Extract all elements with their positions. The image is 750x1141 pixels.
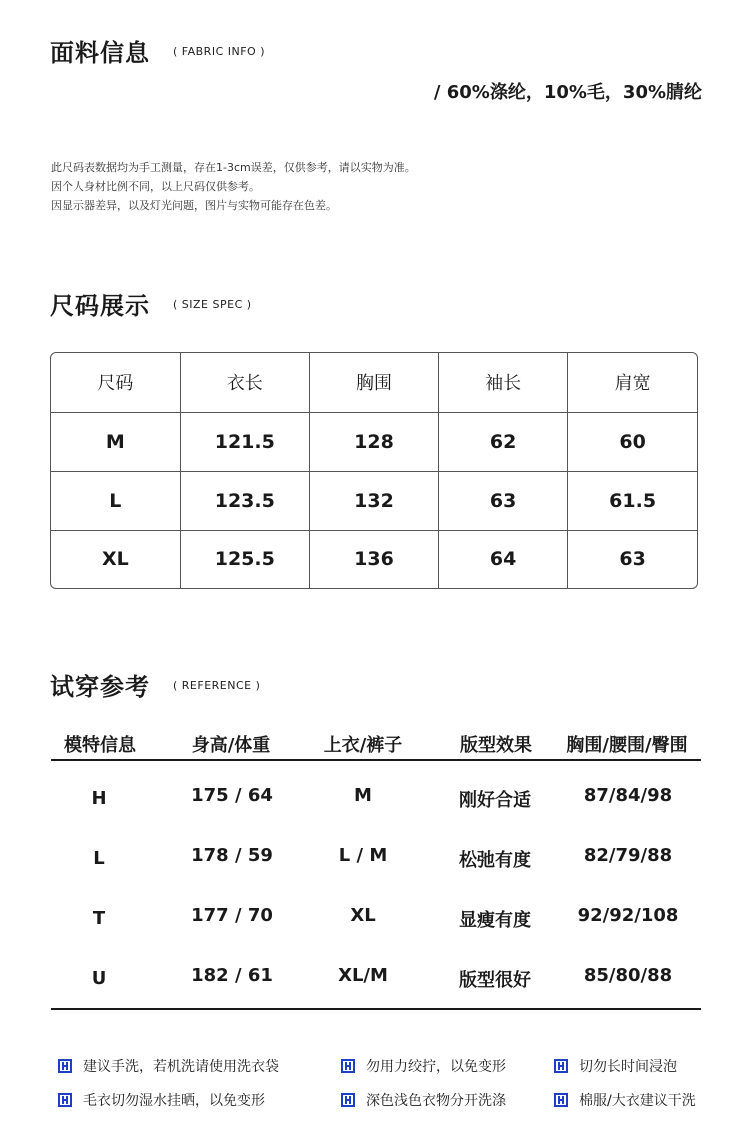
reference-cell: XL <box>350 905 376 926</box>
size-subtitle: ( SIZE SPEC ) <box>173 298 252 311</box>
reference-cell: H <box>91 788 107 809</box>
care-item <box>341 1056 506 1076</box>
size-header-cell: 尺码 <box>51 353 180 412</box>
size-cell: 123.5 <box>180 471 309 530</box>
size-table-header <box>51 353 697 412</box>
care-text: 深色浅色衣物分开洗涤 <box>366 1093 506 1109</box>
size-table-row <box>51 530 697 588</box>
reference-cell: 182 / 61 <box>191 965 273 986</box>
washing-icon <box>58 1093 72 1107</box>
reference-cell: 显瘦有度 <box>459 910 531 931</box>
care-text: 切勿长时间浸泡 <box>579 1059 677 1075</box>
washing-icon <box>341 1093 355 1107</box>
reference-subtitle: ( REFERENCE ) <box>173 679 261 692</box>
reference-cell: 85/80/88 <box>583 965 673 986</box>
size-table-row <box>51 471 697 530</box>
size-cell: 121.5 <box>180 412 309 471</box>
reference-header-cell: 版型效果 <box>460 735 532 756</box>
size-cell: 63 <box>619 548 646 571</box>
care-item <box>554 1056 677 1076</box>
size-cell: 60 <box>568 412 697 471</box>
size-cell: 136 <box>309 530 438 588</box>
reference-top-rule <box>51 759 701 761</box>
measurement-notes <box>51 158 416 215</box>
note-line: 因显示器差异，以及灯光问题，图片与实物可能存在色差。 <box>51 199 337 212</box>
reference-cell: 刚好合适 <box>459 790 531 811</box>
care-text: 勿用力绞拧，以免变形 <box>366 1059 506 1075</box>
reference-cell: U <box>91 968 107 989</box>
reference-cell: M <box>354 785 372 806</box>
care-item <box>554 1090 696 1110</box>
washing-icon <box>341 1059 355 1073</box>
washing-icon <box>554 1059 568 1073</box>
size-header-cell: 胸围 <box>309 353 438 412</box>
fabric-title: 面料信息 <box>50 39 150 67</box>
reference-title: 试穿参考 <box>50 673 150 701</box>
washing-icon <box>58 1059 72 1073</box>
care-item <box>341 1090 506 1110</box>
reference-cell: 92/92/108 <box>577 905 679 926</box>
reference-cell: 175 / 64 <box>191 785 273 806</box>
note-line: 因个人身材比例不同，以上尺码仅供参考。 <box>51 180 260 193</box>
size-table-row <box>51 412 697 471</box>
size-cell: 125.5 <box>180 530 309 588</box>
reference-cell: 松弛有度 <box>459 850 531 871</box>
care-text: 毛衣切勿湿水挂晒，以免变形 <box>83 1093 265 1109</box>
size-cell: M <box>51 412 180 471</box>
reference-cell: 178 / 59 <box>191 845 273 866</box>
reference-header-cell: 上衣/裤子 <box>323 735 403 756</box>
fabric-composition: / 60%涤纶，10%毛，30%腈纶 <box>433 82 702 103</box>
washing-icon <box>554 1093 568 1107</box>
reference-bottom-rule <box>51 1008 701 1010</box>
size-cell: 64 <box>439 530 568 588</box>
care-item <box>58 1090 265 1110</box>
size-cell: 128 <box>309 412 438 471</box>
size-cell: 62 <box>439 412 568 471</box>
reference-header-cell: 身高/体重 <box>191 735 271 756</box>
care-item <box>58 1056 279 1076</box>
reference-cell: T <box>92 908 106 929</box>
size-header-cell: 衣长 <box>180 353 309 412</box>
reference-cell: XL/M <box>338 965 388 986</box>
care-text: 棉服/大衣建议干洗 <box>579 1093 696 1109</box>
size-cell: XL <box>51 530 180 588</box>
size-table <box>50 352 698 589</box>
size-cell: 132 <box>309 471 438 530</box>
reference-cell: 87/84/98 <box>583 785 673 806</box>
reference-cell: L <box>93 848 105 869</box>
care-text: 建议手洗，若机洗请使用洗衣袋 <box>83 1059 279 1075</box>
reference-header-cell: 胸围/腰围/臀围 <box>566 735 688 756</box>
reference-cell: 82/79/88 <box>583 845 673 866</box>
reference-cell: 版型很好 <box>459 970 531 991</box>
size-cell: 61.5 <box>568 471 697 530</box>
size-title: 尺码展示 <box>50 292 150 320</box>
reference-cell: 177 / 70 <box>191 905 273 926</box>
reference-header-cell: 模特信息 <box>64 735 136 756</box>
size-cell: L <box>51 471 180 530</box>
size-cell: 63 <box>439 471 568 530</box>
note-line: 此尺码表数据均为手工测量，存在1-3cm误差，仅供参考，请以实物为准。 <box>51 161 416 174</box>
size-header-cell: 袖长 <box>439 353 568 412</box>
fabric-subtitle: ( FABRIC INFO ) <box>173 45 265 58</box>
size-header-cell: 肩宽 <box>568 353 697 412</box>
reference-cell: L / M <box>338 845 388 866</box>
